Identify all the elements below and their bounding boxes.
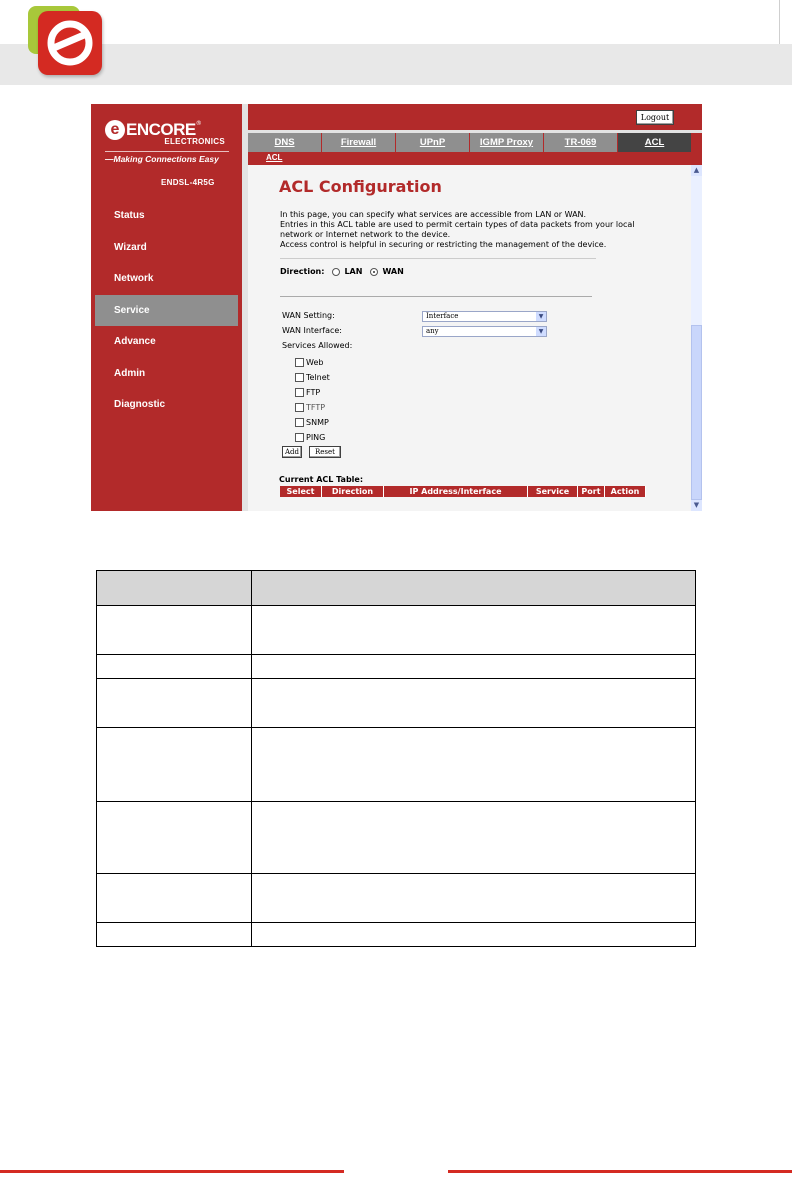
brand-sub: ELECTRONICS bbox=[164, 137, 225, 146]
sidebar-item-diagnostic[interactable]: Diagnostic bbox=[114, 399, 166, 411]
vertical-scrollbar[interactable] bbox=[691, 165, 702, 511]
sidebar-item-wizard[interactable]: Wizard bbox=[114, 241, 147, 253]
header-divider bbox=[779, 0, 780, 44]
service-ftp[interactable]: FTP bbox=[295, 387, 320, 397]
checkbox[interactable] bbox=[295, 418, 304, 427]
sidebar-item-service[interactable]: Service bbox=[95, 295, 238, 327]
logout-button[interactable]: Logout bbox=[636, 110, 674, 125]
footer-rule-right bbox=[448, 1170, 792, 1173]
wan-interface-select[interactable]: any ▼ bbox=[422, 326, 547, 337]
model-name: ENDSL-4R5G bbox=[161, 178, 215, 187]
parameter-description-table bbox=[96, 570, 696, 947]
column-header-action: Action bbox=[605, 486, 646, 497]
encore-logo-icon bbox=[38, 11, 102, 75]
page-header-band bbox=[0, 44, 792, 85]
sidebar bbox=[91, 104, 242, 511]
sidebar-nav bbox=[95, 200, 238, 421]
wan-setting-label: WAN Setting: bbox=[282, 311, 335, 320]
tab-upnp[interactable]: UPnP bbox=[396, 133, 470, 152]
table-row bbox=[97, 802, 696, 874]
radio-lan[interactable] bbox=[332, 268, 340, 276]
scroll-up-icon[interactable]: ▲ bbox=[691, 165, 702, 176]
column-header-service: Service bbox=[528, 486, 578, 497]
wan-interface-label: WAN Interface: bbox=[282, 326, 342, 335]
tab-tr069[interactable]: TR-069 bbox=[544, 133, 618, 152]
router-ui-screenshot bbox=[91, 104, 702, 511]
table-row bbox=[97, 679, 696, 728]
table-header-row bbox=[97, 571, 696, 606]
acl-table-header bbox=[280, 486, 646, 497]
brand-e-icon: e bbox=[105, 120, 125, 140]
checkbox[interactable] bbox=[295, 403, 304, 412]
column-header-ip-address: IP Address/Interface bbox=[384, 486, 528, 497]
brand-tagline: —Making Connections Easy bbox=[105, 151, 229, 164]
tab-igmp-proxy[interactable]: IGMP Proxy bbox=[470, 133, 544, 152]
divider bbox=[280, 296, 592, 297]
service-snmp[interactable]: SNMP bbox=[295, 417, 329, 427]
radio-lan-label: LAN bbox=[344, 267, 363, 276]
direction-row bbox=[280, 267, 404, 276]
table-row bbox=[97, 728, 696, 802]
service-web[interactable]: Web bbox=[295, 357, 323, 367]
services-allowed-label: Services Allowed: bbox=[282, 341, 353, 350]
service-ping[interactable]: PING bbox=[295, 432, 325, 442]
service-telnet[interactable]: Telnet bbox=[295, 372, 330, 382]
scroll-down-icon[interactable]: ▼ bbox=[691, 500, 702, 511]
sidebar-item-advance[interactable]: Advance bbox=[114, 336, 156, 348]
chevron-down-icon: ▼ bbox=[536, 327, 546, 336]
checkbox[interactable] bbox=[295, 373, 304, 382]
top-bar bbox=[248, 104, 702, 130]
page-description: In this page, you can specify what services are accessible from LAN or WAN. Entries in this ACL table are used to permit certain types of data packets from your local network or Internet network to the device. Access control is helpful in securing or restricting the management of the device. bbox=[280, 210, 635, 249]
brand-registered-mark: ® bbox=[195, 120, 202, 127]
sidebar-item-admin[interactable]: Admin bbox=[114, 367, 146, 379]
radio-wan[interactable] bbox=[370, 268, 378, 276]
chevron-down-icon: ▼ bbox=[536, 312, 546, 321]
page-title: ACL Configuration bbox=[279, 177, 442, 196]
column-header-direction: Direction bbox=[322, 486, 384, 497]
sidebar-item-network[interactable]: Network bbox=[114, 273, 154, 285]
subtab-acl[interactable]: ACL bbox=[266, 153, 283, 162]
reset-button[interactable]: Reset bbox=[309, 446, 341, 458]
main-column bbox=[248, 104, 702, 511]
table-row bbox=[97, 606, 696, 655]
checkbox[interactable] bbox=[295, 433, 304, 442]
checkbox[interactable] bbox=[295, 358, 304, 367]
footer-rule-left bbox=[0, 1170, 344, 1173]
brand-logo bbox=[105, 120, 229, 164]
direction-label: Direction: bbox=[280, 267, 325, 276]
content-panel bbox=[248, 165, 691, 511]
brand-name: ENCORE bbox=[126, 120, 196, 139]
sidebar-item-status[interactable]: Status bbox=[114, 210, 145, 222]
tab-acl[interactable]: ACL bbox=[618, 133, 692, 152]
table-row bbox=[97, 874, 696, 923]
table-row bbox=[97, 923, 696, 947]
checkbox[interactable] bbox=[295, 388, 304, 397]
subtab-bar bbox=[248, 152, 702, 165]
scroll-thumb[interactable] bbox=[691, 325, 702, 500]
table-row bbox=[97, 655, 696, 679]
column-header-select: Select bbox=[280, 486, 322, 497]
radio-wan-label: WAN bbox=[382, 267, 404, 276]
divider bbox=[280, 258, 596, 259]
column-header-port: Port bbox=[578, 486, 605, 497]
wan-setting-select[interactable]: Interface ▼ bbox=[422, 311, 547, 322]
tab-dns[interactable]: DNS bbox=[248, 133, 322, 152]
service-tftp[interactable]: TFTP bbox=[295, 402, 325, 412]
tab-firewall[interactable]: Firewall bbox=[322, 133, 396, 152]
acl-table-title: Current ACL Table: bbox=[279, 475, 364, 484]
add-button[interactable]: Add bbox=[282, 446, 302, 458]
tab-bar bbox=[248, 133, 702, 152]
